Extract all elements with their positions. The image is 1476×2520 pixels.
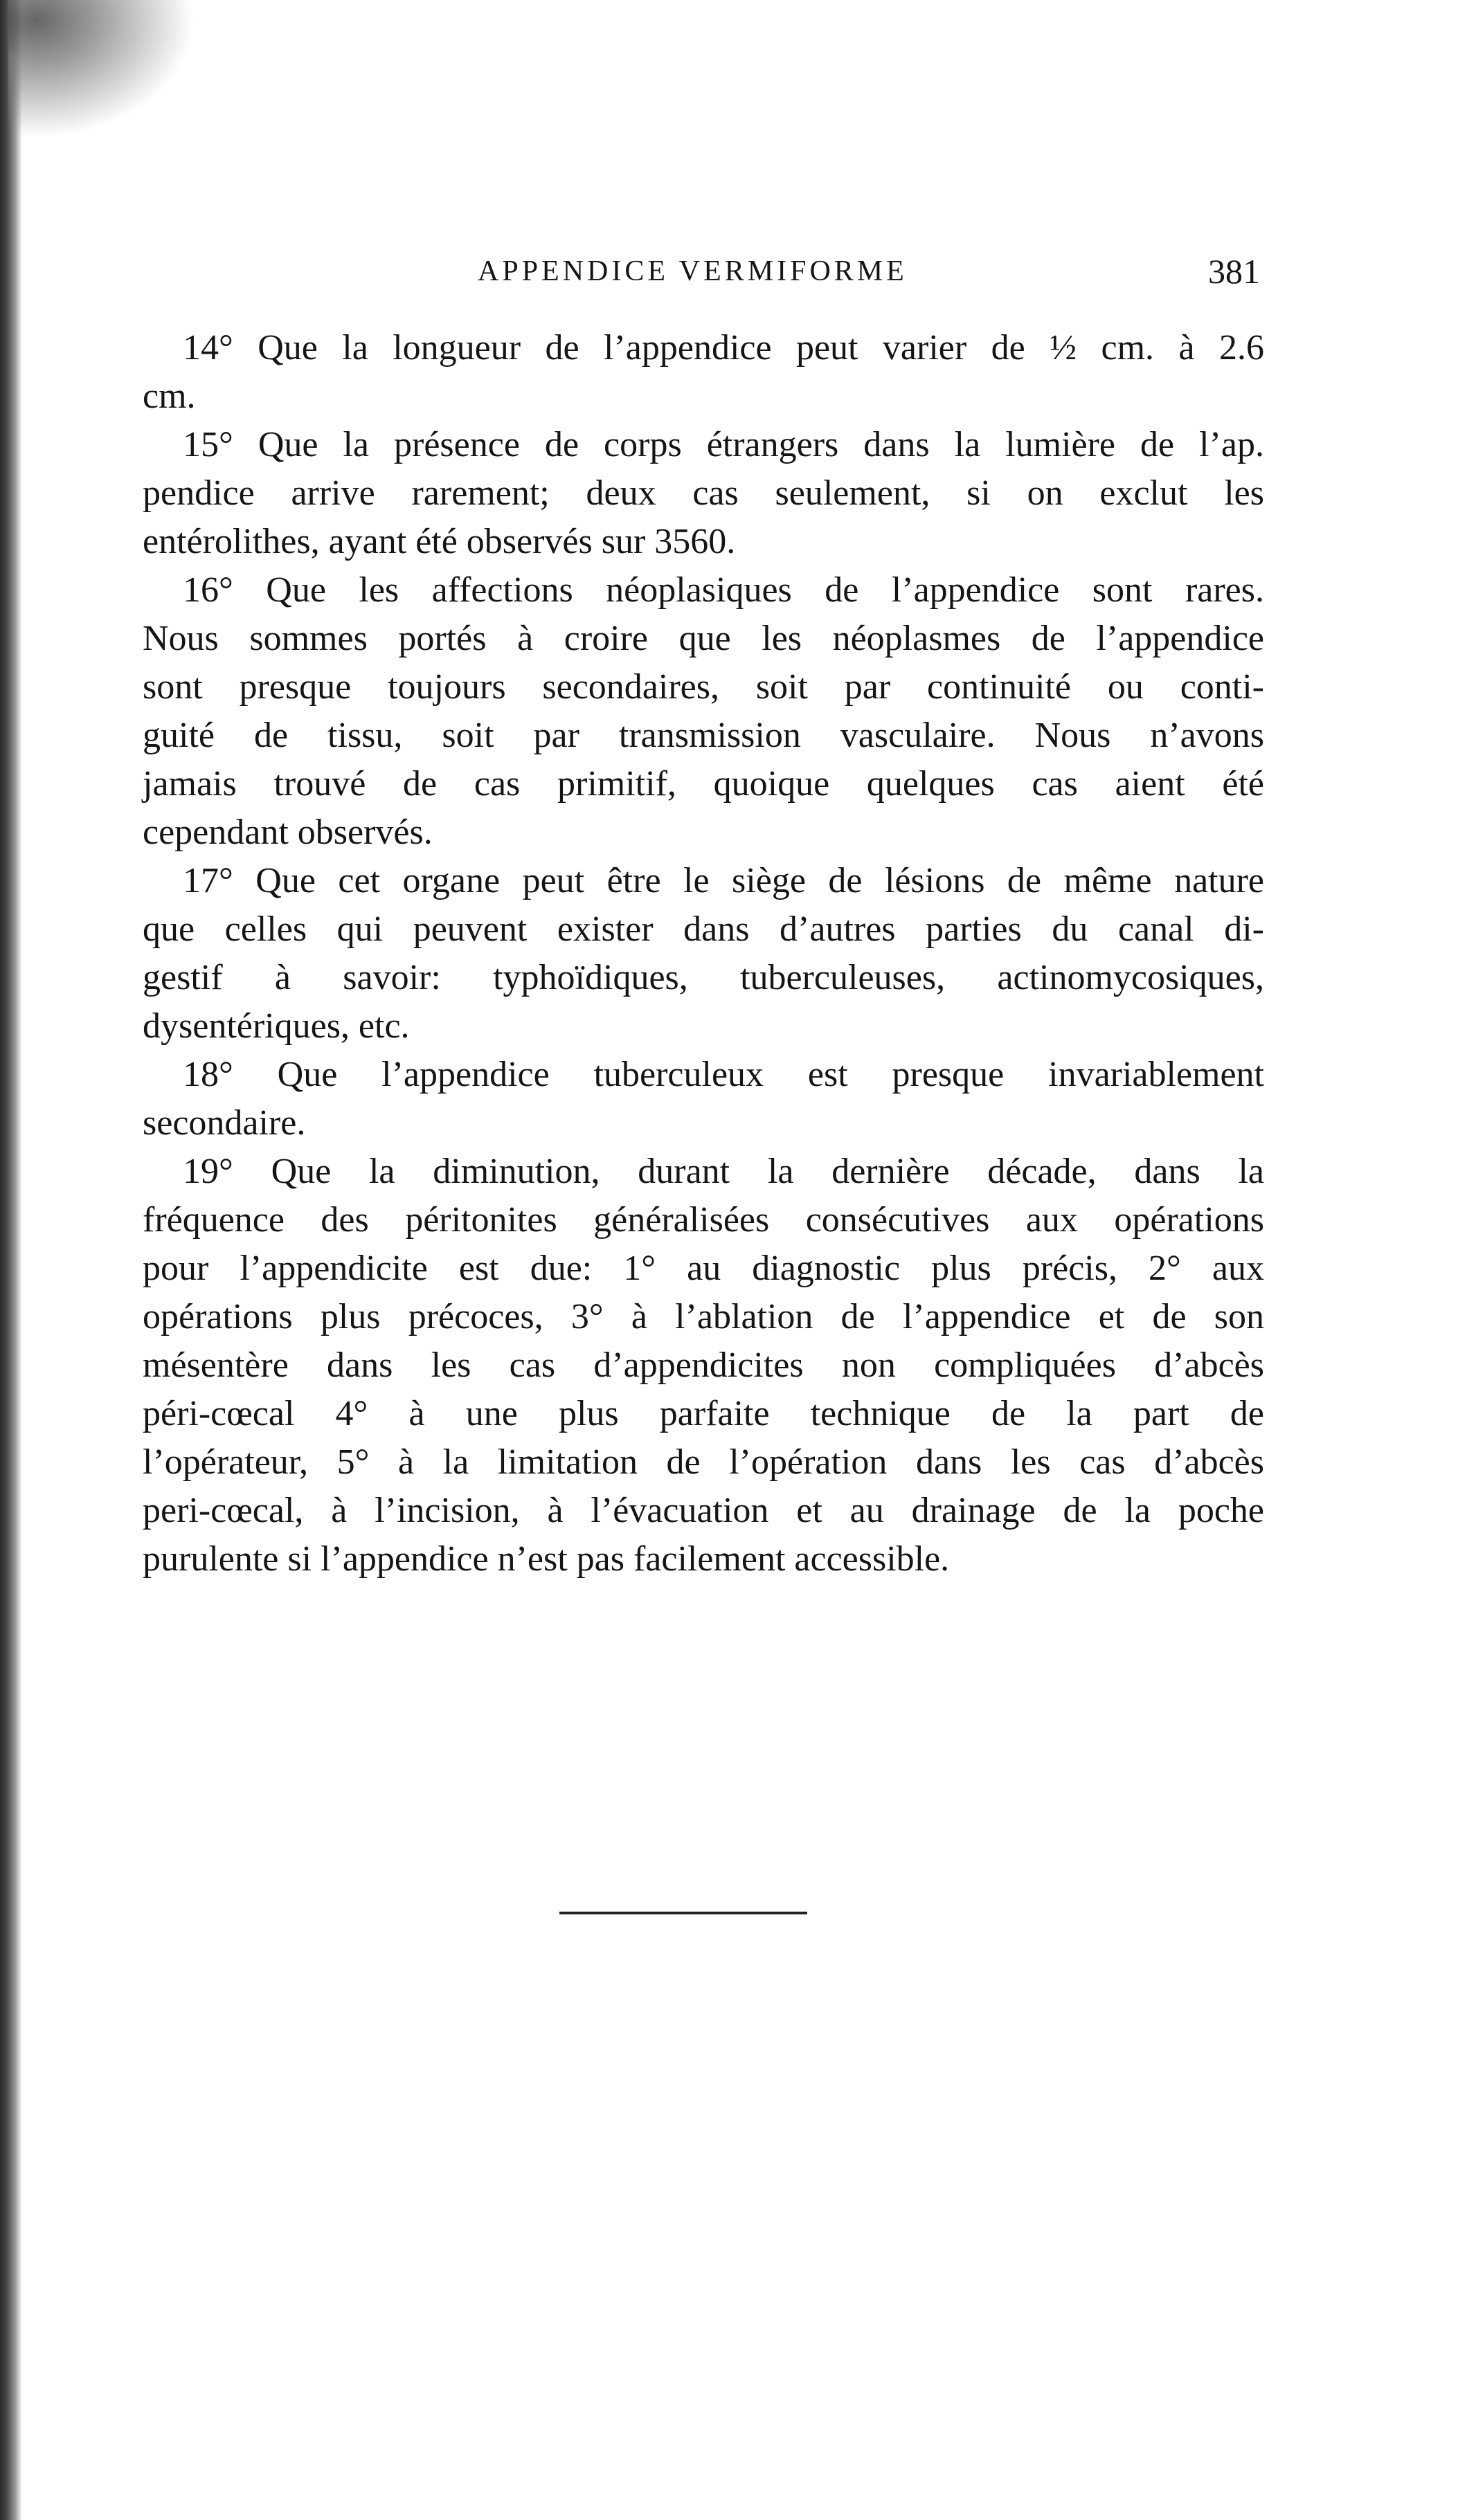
text-line: secondaire. — [143, 1103, 306, 1143]
text-line: fréquence des péritonites généralisées consécutives aux opérations — [143, 1200, 1264, 1240]
text-line: sont presque toujours secondaires, soit par continuité ou conti- — [143, 667, 1264, 707]
text-line: guité de tissu, soit par transmission vasculaire. Nous n’avons — [143, 716, 1264, 755]
text-line: que celles qui peuvent exister dans d’autres parties du canal di- — [143, 909, 1264, 949]
text-line: jamais trouvé de cas primitif, quoique quelques cas aient été — [143, 764, 1264, 804]
text-line: Nous sommes portés à croire que les néoplasmes de l’appendice — [143, 619, 1264, 658]
text-line: l’opérateur, 5° à la limitation de l’opération dans les cas d’abcès — [143, 1442, 1264, 1482]
running-title: APPENDICE VERMIFORME — [478, 255, 908, 287]
text-line: opérations plus précoces, 3° à l’ablation de l’appendice et de son — [143, 1297, 1264, 1336]
text-line: cm. — [143, 377, 196, 416]
text-line: 18° Que l’appendice tuberculeux est presque invariablement — [183, 1055, 1264, 1094]
text-line: pour l’appendicite est due: 1° au diagnostic plus précis, 2° aux — [143, 1249, 1264, 1288]
text-line: 19° Que la diminution, durant la dernière décade, dans la — [183, 1152, 1264, 1191]
scan-binding-edge — [0, 0, 22, 2520]
text-line: peri-cœcal, à l’incision, à l’évacuation et au drainage de la poche — [143, 1491, 1264, 1530]
scan-corner-stain — [8, 0, 195, 138]
text-line: 14° Que la longueur de l’appendice peut varier de ½ cm. à 2.6 — [183, 328, 1264, 368]
text-line: dysentériques, etc. — [143, 1006, 410, 1046]
text-line: entérolithes, ayant été observés sur 3560. — [143, 522, 736, 561]
text-line: 17° Que cet organe peut être le siège de lésions de même nature — [183, 861, 1264, 900]
text-line: gestif à savoir: typhoïdiques, tuberculeuses, actinomycosiques, — [143, 958, 1264, 997]
text-line: purulente si l’appendice n’est pas facilement accessible. — [143, 1539, 950, 1579]
body-text — [143, 324, 1264, 1584]
running-header — [0, 251, 1476, 292]
text-line: 16° Que les affections néoplasiques de l’appendice sont rares. — [183, 570, 1264, 610]
text-line: cependant observés. — [143, 813, 433, 852]
text-line: pendice arrive rarement; deux cas seulement, si on exclut les — [143, 473, 1264, 513]
page-number: 381 — [1208, 252, 1260, 291]
section-end-rule — [559, 1912, 807, 1914]
text-line: 15° Que la présence de corps étrangers dans la lumière de l’ap. — [183, 425, 1264, 464]
text-line: péri-cœcal 4° à une plus parfaite technique de la part de — [143, 1394, 1264, 1433]
text-line: mésentère dans les cas d’appendicites non compliquées d’abcès — [143, 1345, 1264, 1385]
